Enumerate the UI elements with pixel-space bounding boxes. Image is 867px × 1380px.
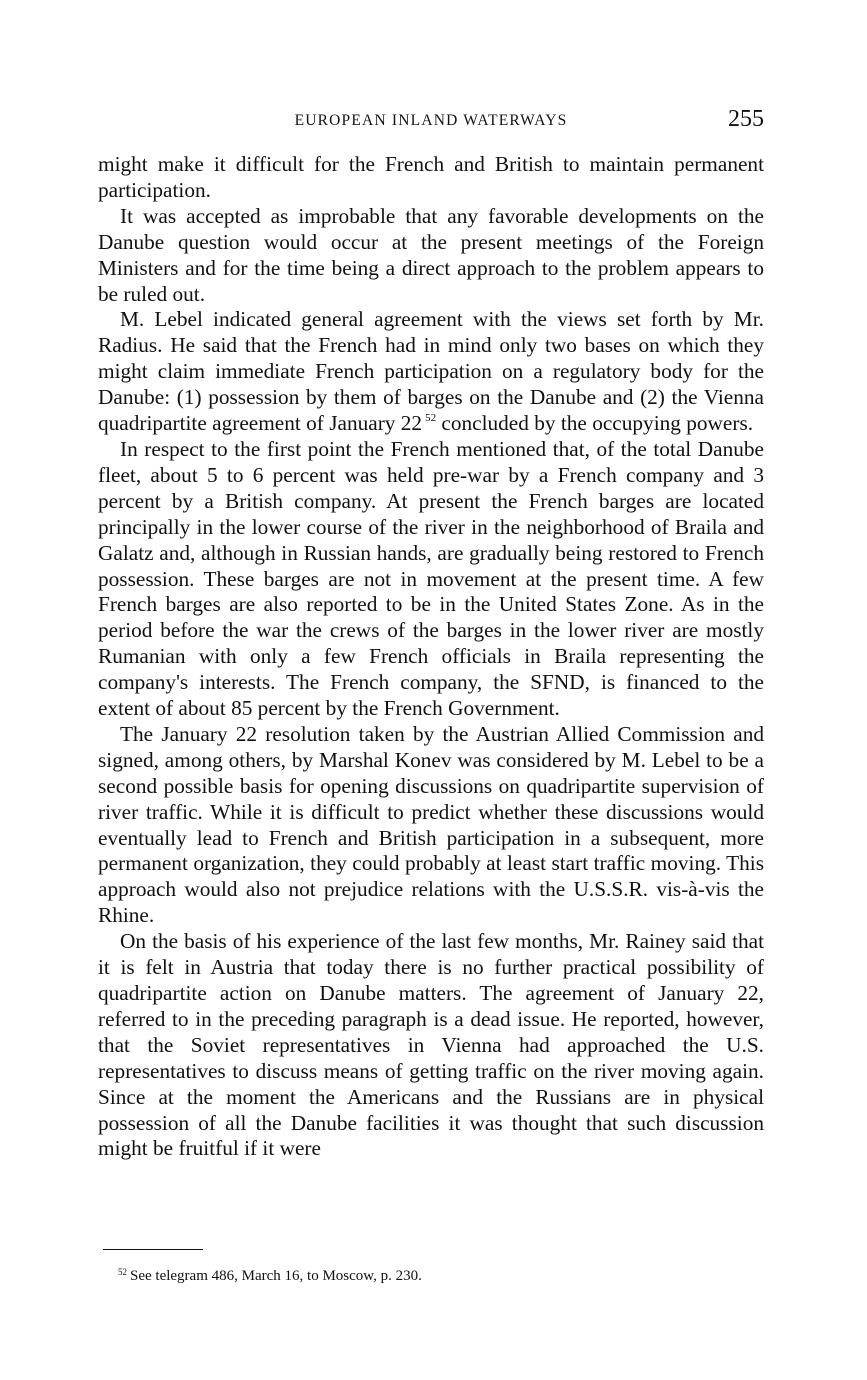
page-number: 255 (728, 106, 764, 132)
footnote-text: See telegram 486, March 16, to Moscow, p. 230. (130, 1268, 422, 1284)
footnote-reference: 52 (425, 412, 437, 425)
footnote (118, 1262, 422, 1286)
running-head: EUROPEAN INLAND WATERWAYS (294, 112, 568, 129)
footnote-marker: 52 (118, 1267, 127, 1277)
page-header (98, 106, 764, 136)
paragraph (98, 307, 764, 437)
paragraph-text: M. Lebel indicated general agreement with the views set forth by Mr. Radius. He said that the French had in mind only two bases on which they might claim immediate French participation on a regulatory body for the Danube: (1) possession by them of barges on the Danube and (2) the Vienna quadripartite agreement of January 22 (98, 307, 764, 436)
paragraph: It was accepted as improbable that any favorable developments on the Danube question would occur at the present meetings of the Foreign Ministers and for the time being a direct approach to the problem appears to be ruled out. (98, 203, 764, 306)
body-text (98, 152, 764, 1162)
paragraph: On the basis of his experience of the last few months, Mr. Rainey said that it is felt in Austria that today there is no further practical possibility of quadripartite action on Danube matters. The agreement of January 22, referred to in the preceding paragraph is a dead issue. He reported, however, that the Soviet representatives in Vienna had approached the U.S. representatives to discuss means of getting traffic on the river moving again. Since at the moment the Americans and the Russians are in physical possession of all the Danube facilities it was thought that such discussion might be fruitful if it were (98, 929, 764, 1161)
paragraph-text: concluded by the occupying powers. (441, 411, 754, 436)
paragraph: The January 22 resolution taken by the Austrian Allied Commission and signed, among others, by Marshal Konev was considered by M. Lebel to be a second possible basis for opening discussions on quadripartite supervision of river traffic. While it is difficult to predict whether these discussions would eventually lead to French and British participation in a subsequent, more permanent organization, they could probably at least start traffic moving. This approach would also not prejudice relations with the U.S.S.R. vis-à-vis the Rhine. (98, 721, 764, 928)
footnote-divider (103, 1249, 203, 1250)
paragraph: might make it difficult for the French and British to maintain permanent participation. (98, 152, 764, 202)
paragraph: In respect to the first point the French mentioned that, of the total Danube fleet, about 5 to 6 percent was held pre-war by a French company and 3 percent by a British company. At present the French barges are located principally in the lower course of the river in the neighborhood of Braila and Galatz and, although in Russian hands, are gradually being restored to French possession. These barges are not in movement at the present time. A few French barges are also reported to be in the United States Zone. As in the period before the war the crews of the barges in the lower river are mostly Rumanian with only a few French officials in Braila representing the company's interests. The French company, the SFND, is financed to the extent of about 85 percent by the French Government. (98, 436, 764, 721)
